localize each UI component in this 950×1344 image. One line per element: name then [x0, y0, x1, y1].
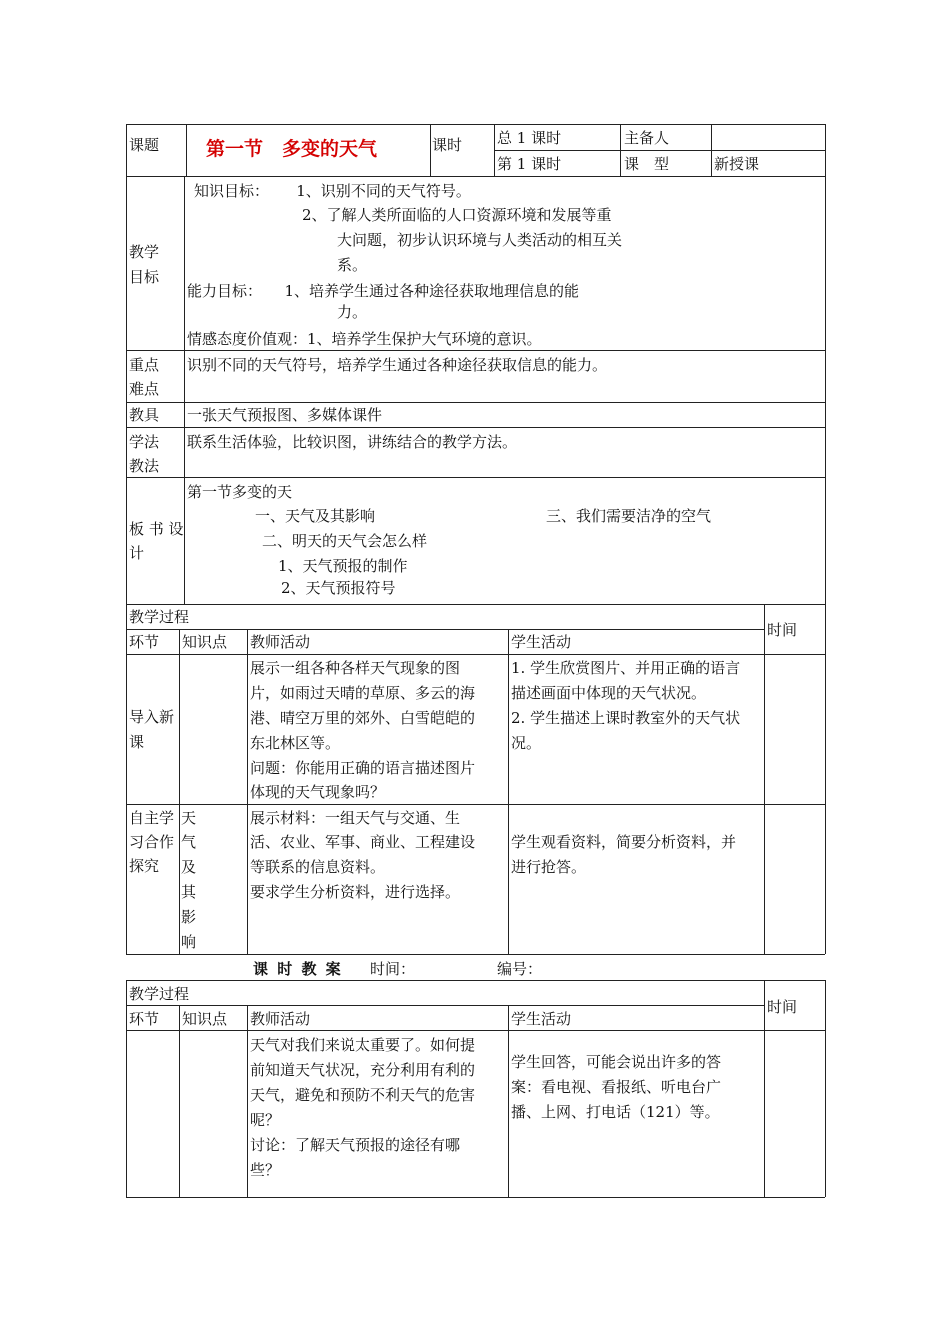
- teacher-text: 东北林区等。: [250, 734, 341, 752]
- col-knowledge: 知识点: [182, 633, 228, 651]
- col-knowledge: 知识点: [182, 1010, 228, 1028]
- objective-line: 情感态度价值观：1、培养学生保护大气环境的意识。: [187, 330, 542, 348]
- col-teacher: 教师活动: [250, 633, 311, 651]
- time-label: 时间: [767, 998, 798, 1016]
- knowledge-text: 影: [181, 908, 197, 926]
- teacher-text: 片，如雨过天晴的草原、多云的海: [250, 684, 476, 702]
- segment-text: 导入新: [129, 708, 175, 726]
- knowledge-text: 气: [181, 833, 197, 851]
- segment-text: 自主学: [129, 809, 175, 827]
- teacher-text: 等联系的信息资料。: [250, 858, 386, 876]
- teacher-text: 讨论：了解天气预报的途径有哪: [250, 1136, 461, 1154]
- student-text: 进行抢答。: [511, 858, 587, 876]
- board-item: 二、明天的天气会怎么样: [262, 532, 428, 550]
- student-text: 播、上网、打电话（121）等。: [511, 1103, 720, 1121]
- segment-text: 习合作: [129, 833, 175, 851]
- objective-line: 能力目标： 1、培养学生通过各种途径获取地理信息的能: [187, 282, 580, 300]
- teacher-text: 天气对我们来说太重要了。如何提: [250, 1036, 476, 1054]
- objectives-label: 教学: [129, 243, 160, 261]
- tools-label: 教具: [129, 406, 160, 424]
- board-subitem: 1、天气预报的制作: [278, 557, 408, 575]
- objectives-label-2: 目标: [129, 268, 160, 286]
- objective-line: 系。: [337, 256, 368, 274]
- col-teacher: 教师活动: [250, 1010, 311, 1028]
- type-label: 课 型: [624, 155, 670, 173]
- col-segment: 环节: [129, 633, 160, 651]
- board-item: 三、我们需要洁净的空气: [546, 507, 712, 525]
- methods-label-2: 教法: [129, 457, 160, 475]
- objective-line: 大问题，初步认识环境与人类活动的相互关: [337, 231, 623, 249]
- objective-line: 知识目标： 1、识别不同的天气符号。: [194, 182, 471, 200]
- hours-label: 课时: [432, 136, 463, 154]
- page-header-number: 编号：: [497, 960, 543, 978]
- objective-line: 2、了解人类所面临的人口资源环境和发展等重: [302, 206, 612, 224]
- board-label: 板 书 设: [129, 520, 184, 538]
- student-text: 1. 学生欣赏图片、并用正确的语言: [511, 659, 741, 677]
- process-title: 教学过程: [129, 608, 190, 626]
- lesson-number: 第 1 课时: [497, 155, 562, 173]
- process-title: 教学过程: [129, 985, 190, 1003]
- student-text: 案：看电视、看报纸、听电台广: [511, 1078, 722, 1096]
- methods-text: 联系生活体验，比较识图，讲练结合的教学方法。: [187, 433, 518, 451]
- preparer-label: 主备人: [624, 129, 670, 147]
- teacher-text: 些？: [250, 1161, 281, 1179]
- segment-text: 探究: [129, 857, 160, 875]
- teacher-text: 港、晴空万里的郊外、白雪皑皑的: [250, 709, 476, 727]
- knowledge-text: 其: [181, 883, 197, 901]
- student-text: 学生回答，可能会说出许多的答: [511, 1053, 722, 1071]
- knowledge-text: 及: [181, 858, 197, 876]
- teacher-text: 前知道天气状况，充分利用有利的: [250, 1061, 476, 1079]
- type-value: 新授课: [714, 155, 760, 173]
- student-text: 2. 学生描述上课时教室外的天气状: [511, 709, 741, 727]
- teacher-text: 天气，避免和预防不利天气的危害: [250, 1086, 476, 1104]
- teacher-text: 展示一组各种各样天气现象的图: [250, 659, 461, 677]
- lesson-title: 第一节 多变的天气: [206, 138, 378, 160]
- teacher-text: 活、农业、军事、商业、工程建设: [250, 833, 476, 851]
- col-student: 学生活动: [511, 633, 572, 651]
- board-item: 一、天气及其影响: [255, 507, 376, 525]
- teacher-text: 要求学生分析资料，进行选择。: [250, 883, 461, 901]
- key-points-label: 重点: [129, 356, 160, 374]
- total-hours: 总 1 课时: [497, 129, 562, 147]
- board-heading: 第一节多变的天: [187, 483, 293, 501]
- col-student: 学生活动: [511, 1010, 572, 1028]
- board-subitem: 2、天气预报符号: [281, 579, 396, 597]
- methods-label: 学法: [129, 433, 160, 451]
- board-label-2: 计: [129, 544, 145, 562]
- segment-text: 课: [129, 733, 145, 751]
- tools-text: 一张天气预报图、多媒体课件: [187, 406, 383, 424]
- topic-label: 课题: [129, 136, 160, 154]
- objective-line: 力。: [337, 303, 368, 321]
- knowledge-text: 天: [181, 809, 197, 827]
- teacher-text: 体现的天气现象吗？: [250, 783, 386, 801]
- time-label: 时间: [767, 621, 798, 639]
- key-points-label-2: 难点: [129, 380, 160, 398]
- knowledge-text: 响: [181, 933, 197, 951]
- key-points-text: 识别不同的天气符号，培养学生通过各种途径获取信息的能力。: [187, 356, 608, 374]
- teacher-text: 展示材料：一组天气与交通、生: [250, 809, 461, 827]
- teacher-text: 问题：你能用正确的语言描述图片: [250, 759, 476, 777]
- student-text: 描述画面中体现的天气状况。: [511, 684, 707, 702]
- teacher-text: 呢？: [250, 1111, 281, 1129]
- page-header-title: 课 时 教 案: [253, 960, 343, 978]
- page-header-time: 时间：: [370, 960, 416, 978]
- student-text: 况。: [511, 734, 542, 752]
- student-text: 学生观看资料，简要分析资料，并: [511, 833, 737, 851]
- col-segment: 环节: [129, 1010, 160, 1028]
